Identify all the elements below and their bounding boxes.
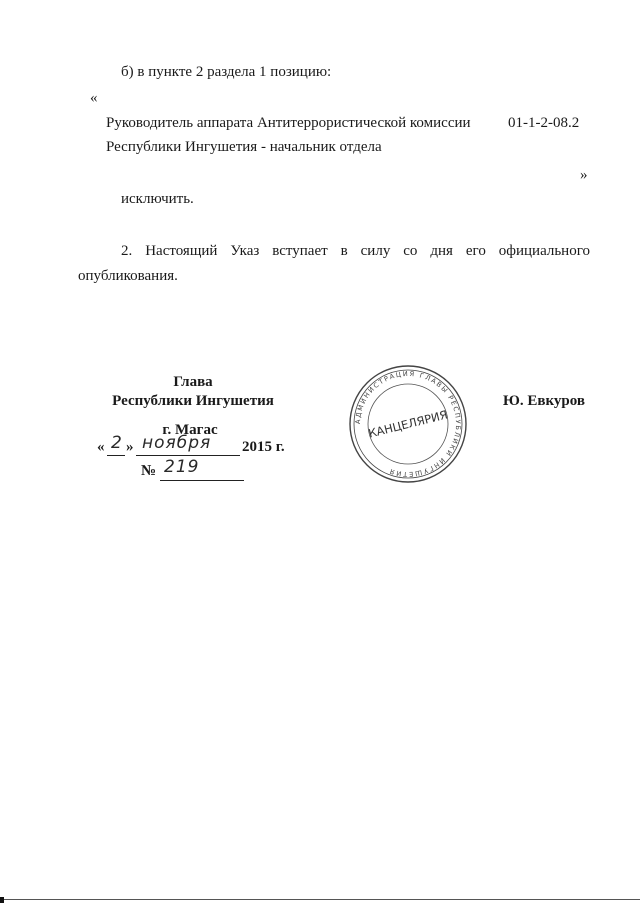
paragraph-2-line-1: 2. Настоящий Указ вступает в силу со дня его официального [121,243,590,259]
number-label: № [141,463,157,479]
city-name: г. Магас [162,422,218,438]
close-quote: » [580,167,588,183]
position-line-2: Республики Ингушетия - начальник отдела [106,139,382,155]
date-year: 2015 г. [242,439,285,455]
date-close-quote: » [126,439,134,455]
signature-title-2: Республики Ингушетия [112,393,274,409]
open-quote: « [90,90,98,106]
date-month: ноября [142,433,212,453]
date-day: 2 [111,433,123,453]
item-b-text: б) в пункте 2 раздела 1 позицию: [121,64,332,80]
exclude-text: исключить. [121,191,194,207]
stamp-ring-text: АДМИНИСТРАЦИЯ ГЛАВЫ РЕСПУБЛИКИ ИНГУШЕТИЯ [353,369,463,479]
bottom-scan-mark [0,897,4,903]
paragraph-2-line-2: опубликования. [78,268,178,284]
date-open-quote: « [97,439,105,455]
position-line-1: Руководитель аппарата Антитеррористической комиссии [106,115,471,131]
signer-name: Ю. Евкуров [503,393,585,409]
bottom-scan-line [0,899,640,900]
stamp-center-text: КАНЦЕЛЯРИЯ [366,407,450,441]
official-stamp [346,362,470,486]
position-code: 01-1-2-08.2 [508,115,580,131]
signature-title-1: Глава [173,374,213,390]
number-value: 219 [164,457,200,477]
